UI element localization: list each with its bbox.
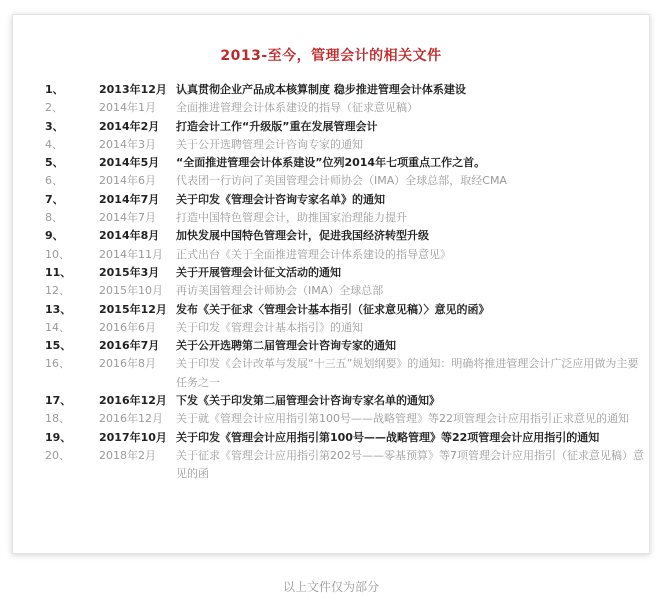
list-item-num: 16、: [45, 357, 70, 371]
list-item-date: 2016年7月: [99, 339, 160, 353]
document-card: [12, 14, 650, 554]
list-item-num: 12、: [45, 284, 70, 298]
list-item-date: 2016年8月: [99, 357, 156, 371]
list-item-num: 13、: [45, 302, 72, 316]
list-item-text: 关于开展管理会计征文活动的通知: [176, 265, 341, 279]
list-item-text: 下发《关于印发第二届管理会计咨询专家名单的通知》: [176, 394, 440, 408]
list-item: [13, 99, 649, 117]
list-item-num: 1、: [45, 83, 64, 96]
list-item-date: 2014年3月: [99, 137, 156, 151]
list-item-text: 关于就《管理会计应用指引第100号——战略管理》等22项管理会计应用指引正求意见的通知: [176, 412, 629, 426]
list-item-num: 14、: [45, 320, 70, 334]
list-item-num: 9、: [45, 229, 64, 243]
list-item-num: 10、: [45, 247, 70, 261]
document-title: 2013-至今，管理会计的相关文件: [220, 48, 442, 64]
list-item: [13, 227, 649, 245]
list-item: [13, 118, 649, 136]
list-item-text: 关于征求《管理会计应用指引第202号——零基预算》等7项管理会计应用指引（征求意见稿）意见的函: [176, 448, 644, 481]
list-item-text: 全面推进管理会计体系建设的指导（征求意见稿）: [176, 101, 418, 115]
list-item-text: 代表团一行访问了美国管理会计师协会（IMA）全球总部，取经CMA: [176, 174, 507, 188]
list-item: [13, 410, 649, 428]
list-item: [13, 337, 649, 355]
list-item-text: 关于公开选聘第二届管理会计咨询专家的通知: [176, 339, 396, 353]
list-item-date: 2016年12月: [99, 394, 167, 408]
list-item-date: 2014年5月: [99, 156, 160, 170]
list-item-text: “全面推进管理会计体系建设”位列2014年七项重点工作之首。: [176, 156, 486, 170]
list-item: [13, 191, 649, 209]
list-item: [13, 136, 649, 154]
list-item-num: 19、: [45, 430, 72, 444]
list-item-text: 关于印发《会计改革与发展“十三五”规划纲要》的通知：明确将推进管理会计广泛应用做为主要任务之一: [176, 357, 639, 389]
list-item-date: 2015年3月: [99, 265, 160, 279]
list-item-text: 打造中国特色管理会计，助推国家治理能力提升: [176, 211, 407, 225]
list-item: [13, 392, 649, 410]
list-item-num: 20、: [45, 448, 70, 462]
list-item-date: 2014年7月: [99, 211, 156, 225]
list-item-num: 4、: [45, 137, 63, 151]
list-item: [13, 355, 649, 392]
list-item-date: 2017年10月: [99, 430, 167, 444]
list-item: [13, 172, 649, 190]
list-item-date: 2013年12月: [99, 83, 167, 96]
list-item: [13, 264, 649, 282]
list-item-date: 2015年12月: [99, 302, 167, 316]
list-item: [13, 209, 649, 227]
list-item-text: 关于印发《管理会计咨询专家名单》的通知: [176, 192, 385, 206]
list-item-text: 正式出台《关于全面推进管理会计体系建设的指导意见》: [176, 247, 451, 261]
list-item-date: 2016年6月: [99, 320, 156, 334]
list-item-text: 关于印发《管理会计应用指引第100号——战略管理》等22项管理会计应用指引的通知: [176, 430, 600, 444]
list-item-num: 8、: [45, 211, 63, 225]
list-item-num: 2、: [45, 101, 63, 115]
list-item-date: 2014年1月: [99, 101, 156, 115]
list-item: [13, 447, 649, 484]
footer-note: 以上文件仅为部分: [282, 580, 379, 594]
list-item: [13, 429, 649, 447]
document-list: [13, 81, 649, 484]
list-item-text: 加快发展中国特色管理会计，促进我国经济转型升级: [176, 229, 429, 243]
list-item-num: 15、: [45, 339, 72, 353]
list-item-text: 发布《关于征求〈管理会计基本指引（征求意见稿）〉意见的函》: [176, 302, 490, 316]
list-item-date: 2014年2月: [99, 119, 160, 133]
list-item: [13, 319, 649, 337]
list-item-date: 2016年12月: [99, 412, 163, 426]
list-item-text: 关于公开选聘管理会计咨询专家的通知: [176, 137, 363, 151]
list-item-date: 2015年10月: [99, 284, 163, 298]
list-item: [13, 282, 649, 300]
list-item-date: 2014年8月: [99, 229, 160, 243]
list-item-date: 2014年11月: [99, 247, 163, 261]
list-item-num: 5、: [45, 156, 64, 170]
list-item-num: 17、: [45, 394, 72, 408]
list-item-date: 2018年2月: [99, 448, 156, 462]
list-item-num: 3、: [45, 119, 64, 133]
list-item-num: 7、: [45, 192, 64, 206]
list-item-text: 关于印发《管理会计基本指引》的通知: [176, 320, 363, 334]
list-item: [13, 301, 649, 319]
list-item-num: 11、: [45, 265, 72, 279]
list-item-date: 2014年7月: [99, 192, 160, 206]
list-item-text: 认真贯彻企业产品成本核算制度 稳步推进管理会计体系建设: [176, 83, 466, 96]
list-item: [13, 154, 649, 172]
list-item: [13, 246, 649, 264]
list-item-num: 6、: [45, 174, 63, 188]
list-item: [13, 81, 649, 99]
list-item-num: 18、: [45, 412, 70, 426]
list-item-date: 2014年6月: [99, 174, 156, 188]
list-item-text: 打造会计工作“升级版”重在发展管理会计: [176, 119, 378, 133]
list-item-text: 再访美国管理会计师协会（IMA）全球总部: [176, 284, 384, 298]
